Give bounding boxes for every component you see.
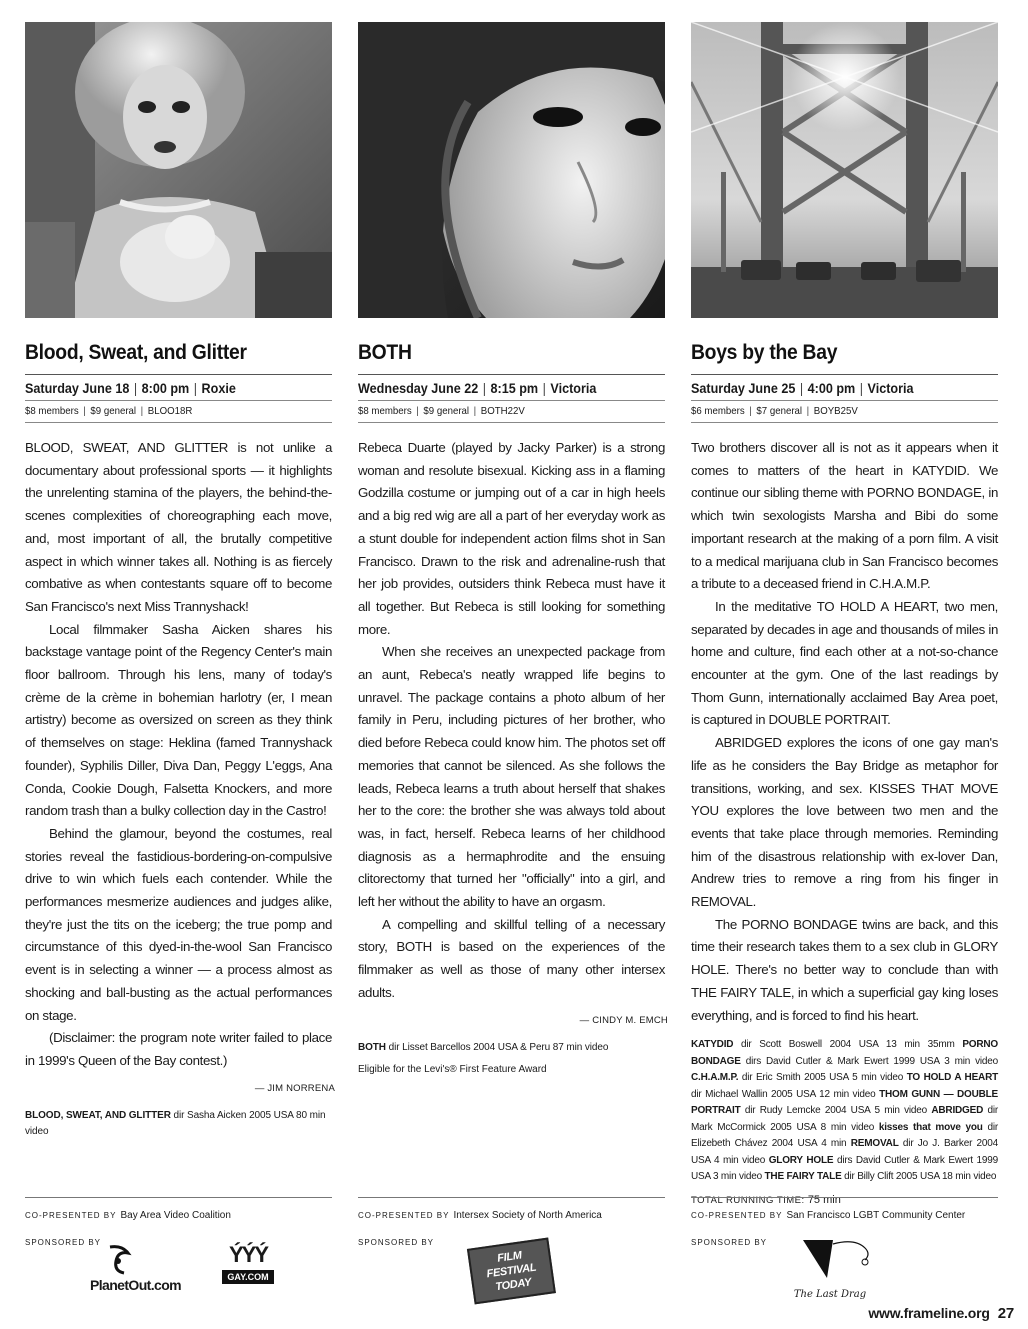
paragraph: A compelling and skillful telling of a necessary story, BOTH is based on the experiences of the filmmaker as well as those of many other intersex adults.: [358, 916, 665, 1000]
credit-details: dir Sasha Aicken 2005 USA 80 min video: [25, 1109, 326, 1137]
divider: [691, 1197, 998, 1198]
fft-wordmark: FILM FESTIVAL TODAY: [467, 1238, 556, 1305]
credit-title: GLORY HOLE: [768, 1154, 834, 1166]
credit-title: KATYDID: [691, 1039, 734, 1051]
credit-title: THOM GUNN — DOUBLE PORTRAIT: [691, 1088, 998, 1117]
credit-title: C.H.A.M.P.: [691, 1072, 739, 1084]
film-title: Boys by the Bay: [691, 341, 838, 364]
paragraph: The PORNO BONDAGE twins are back, and this time their research takes them to a sex club in GLORY HOLE. There's no better way to conclude than with THE FAIRY TALE, in which a superficial gay king loses everything, and is forced to find his heart.: [691, 916, 998, 1023]
credit-title: THE FAIRY TALE: [764, 1171, 842, 1183]
film-column-boys-by-the-bay: [691, 22, 1001, 1206]
screening-venue: Roxie: [201, 380, 236, 396]
screening-day: Wednesday June 22: [358, 380, 479, 396]
divider: [358, 422, 665, 423]
copresented-label: CO-PRESENTED BY: [25, 1211, 117, 1220]
paragraph: Local filmmaker Sasha Aicken shares his backstage vantage point of the Regency Center's main floor ballroom. Through his lens, many of today's crème de la crème in bohemian harlotry (er, I mean artistry) become as oversized on screen as they think of themselves on stage: Heklina (famed Trannyshack founder), Syphilis Diller, Diva Dan, Peggy L'eggs, Ana Conda, Cookie Dough, Falsetta Knockers, and more random trash than a bulky collection day in the Castro!: [25, 621, 332, 819]
credit-details: dir Eric Smith 2005 USA 5 min video: [738, 1072, 907, 1084]
total-label: TOTAL RUNNING TIME:: [691, 1194, 805, 1206]
ticket-pricing: $6 members | $7 general | BOYB25V: [691, 405, 858, 417]
total-value: 75 min: [807, 1193, 841, 1206]
sponsored-label: SPONSORED BY: [358, 1238, 435, 1247]
price-general: $9 general: [423, 405, 470, 417]
copresenter-name: San Francisco LGBT Community Center: [786, 1210, 966, 1221]
price-general: $7 general: [756, 405, 803, 417]
price-general: $9 general: [90, 405, 137, 417]
credit-title: BOTH: [358, 1041, 386, 1053]
price-members: $6 members: [691, 405, 745, 417]
author-credit: — CINDY M. EMCH: [579, 1014, 668, 1026]
film-column-blood-sweat-glitter: [25, 22, 335, 1140]
credit-details: dir Scott Boswell 2004 USA 13 min 35mm: [733, 1039, 963, 1051]
credit-details: dir Rudy Lemcke 2004 USA 5 min video: [740, 1105, 932, 1117]
price-members: $8 members: [358, 405, 412, 417]
screening-schedule: Saturday June 18 | 8:00 pm | Roxie: [25, 380, 236, 396]
ticket-code: BOYB25V: [813, 405, 858, 417]
film-title: Blood, Sweat, and Glitter: [25, 341, 247, 364]
ticket-pricing: $8 members | $9 general | BLOO18R: [25, 405, 193, 417]
film-festival-today-logo: [467, 1238, 555, 1299]
copresenter-name: Intersex Society of North America: [453, 1210, 602, 1221]
credit-details: dirs David Cutler & Mark Ewert 1999 USA 3 min video: [740, 1055, 998, 1067]
program-note: [25, 437, 332, 1073]
paragraph: (Disclaimer: the program note writer failed to place in 1999's Queen of the Bay contest.): [25, 1030, 332, 1068]
screening-time: 4:00 pm: [807, 380, 856, 396]
divider: [25, 1197, 332, 1198]
gaycom-logo: [222, 1242, 274, 1292]
copresenter: [691, 1210, 965, 1221]
screening-schedule: Saturday June 25 | 4:00 pm | Victoria: [691, 380, 914, 396]
copresenter: [25, 1210, 231, 1221]
film-column-both: [358, 22, 668, 1078]
sponsored-label: SPONSORED BY: [691, 1238, 768, 1247]
credit-details: dir Jo J. Barker 2004 USA 4 min video: [691, 1138, 998, 1166]
credit-title: kisses that move you: [878, 1121, 983, 1133]
copresenter-name: Bay Area Video Coalition: [120, 1210, 231, 1221]
film-credits: [25, 1108, 335, 1140]
sponsored-label: SPONSORED BY: [25, 1238, 102, 1247]
last-drag-wordmark: The Last Drag: [793, 1289, 867, 1300]
credit-title: TO HOLD A HEART: [906, 1072, 999, 1084]
credit-details: dir Michael Wallin 2005 USA 12 min video: [691, 1088, 880, 1100]
paragraph: Behind the glamour, beyond the costumes, real stories reveal the fastidious-bordering-on-compulsive drive to win which fuels each contender. While the performances mesmerize audiences and judges alike, they're just the tits on the iceberg; the true pomp and circumstance of this dyed-in-the-wool San Francisco event is in selecting a winner — a process almost as shocking and ball-busting as the actual performances on stage.: [25, 825, 332, 1023]
credit-details: dir Lisset Barcellos 2004 USA & Peru 87 min video: [385, 1041, 609, 1053]
screening-schedule: Wednesday June 22 | 8:15 pm | Victoria: [358, 380, 597, 396]
ticket-code: BOTH22V: [480, 405, 525, 417]
planetout-wordmark: PlanetOut.com: [90, 1277, 181, 1293]
credit-title: REMOVAL: [850, 1138, 899, 1150]
gaycom-wordmark: GAY.COM: [222, 1270, 274, 1284]
film-title: BOTH: [358, 341, 412, 364]
copresented-label: CO-PRESENTED BY: [358, 1211, 450, 1220]
paragraph: In the meditative TO HOLD A HEART, two men, separated by decades in age and thousands of miles in home and culture, find each other at a not-so-chance encounter at the gym. One of the last readings by Thom Gunn, internationally acclaimed Bay Area poet, is captured in DOUBLE PORTRAIT.: [691, 598, 998, 728]
total-running-time: [691, 1194, 1001, 1206]
price-members: $8 members: [25, 405, 79, 417]
award-eligibility: Eligible for the Levi's® First Feature Award: [358, 1063, 547, 1075]
website-link[interactable]: www.frameline.org: [868, 1305, 990, 1321]
last-drag-logo: [785, 1238, 875, 1300]
program-note: [358, 437, 665, 1005]
screening-time: 8:15 pm: [490, 380, 539, 396]
planetout-logo: [88, 1243, 198, 1299]
divider: [358, 1197, 665, 1198]
program-film-credits: [691, 1037, 998, 1186]
paragraph: Rebeca Duarte (played by Jacky Parker) is a strong woman and resolute bisexual. Kicking ass in a flaming Godzilla costume or jumping out of a car in high heels and a big red wig are all a part of her everyday work as a stunt double for independent action films shot in San Francisco. Drawn to the risk and adrenaline-rush that her job provides, outsiders think Rebeca must have it all together. But Rebeca is still looking for something more.: [358, 440, 665, 637]
paragraph: Two brothers discover all is not as it appears when it comes to matters of the heart in KATYDID. We continue our sibling theme with PORNO BONDAGE, in which twin sexologists Marsha and Bibi do some important research at the making of a porn film. A visit to a medical marijuana club in San Francisco becomes a tribute to a deceased friend in C.H.A.M.P.: [691, 440, 998, 592]
copresenter: [358, 1210, 602, 1221]
screening-time: 8:00 pm: [141, 380, 190, 396]
film-still-woman-portrait: [358, 22, 665, 318]
gaycom-figures-icon: ÝÝÝ: [228, 1242, 268, 1267]
paragraph: BLOOD, SWEAT, AND GLITTER is not unlike a documentary about professional sports — it highlights the unrelenting stamina of the players, the behind-the-scenes complexities of choreographing each move, and, most important of all, the brutally competitive aspect in which winner takes all. Nothing is as fiercely combative as when contestants square off to become San Francisco's next Miss Trannyshack!: [25, 440, 332, 614]
credit-details: dir Elizebeth Chávez 2004 USA 4 min: [691, 1121, 999, 1150]
paragraph: When she receives an unexpected package from an aunt, Rebeca's neatly wrapped life begins to unravel. The package contains a photo album of her family in Peru, including pictures of her brother, who died before Rebeca could know him. The photos set off memories that cannot be silenced. As she follows the leads, Rebeca learns a truth about herself that shakes her to the core: the brother she was always told about was, in fact, herself. Rebeca learns of her childhood diagnosis as a hermaphrodite and the ensuing clitorectomy that turned her "officially" into a girl, and left her without the ability to have an orgasm.: [358, 644, 665, 910]
author-credit: — JIM NORRENA: [254, 1082, 335, 1094]
page-number: 27: [997, 1305, 1014, 1322]
divider: [25, 422, 332, 423]
credit-details: dir Mark McCormick 2005 USA 8 min video: [691, 1105, 999, 1133]
ticket-code: BLOO18R: [147, 405, 193, 417]
credit-details: dir Billy Clift 2005 USA 18 min video: [841, 1171, 997, 1183]
screening-venue: Victoria: [550, 380, 597, 396]
film-still-bay-bridge: [691, 22, 998, 318]
divider: [691, 422, 998, 423]
screening-day: Saturday June 18: [25, 380, 130, 396]
ticket-pricing: $8 members | $9 general | BOTH22V: [358, 405, 525, 417]
credit-details: dirs David Cutler & Mark Ewert 1999 USA 3 min video: [691, 1154, 999, 1183]
credit-title: BLOOD, SWEAT, AND GLITTER: [25, 1109, 171, 1121]
film-credits: [358, 1040, 668, 1056]
copresented-label: CO-PRESENTED BY: [691, 1211, 783, 1220]
last-drag-icon: [785, 1238, 875, 1282]
credit-title: ABRIDGED: [931, 1105, 984, 1117]
program-note: [691, 437, 998, 1027]
screening-venue: Victoria: [867, 380, 914, 396]
credit-title: PORNO BONDAGE: [691, 1039, 998, 1067]
film-still-drag-queen: [25, 22, 332, 318]
screening-day: Saturday June 25: [691, 380, 796, 396]
paragraph: ABRIDGED explores the icons of one gay man's life as he considers the Bay Bridge as metaphor for transitions, working, and sex. KISSES THAT MOVE YOU explores the love between two men and the events that take place through memories. Reminding him of the disastrous relationship with ex-lover Dan, Andrew tries to remove a ring from his finger in REMOVAL.: [691, 735, 998, 910]
footer: [868, 1305, 1014, 1322]
